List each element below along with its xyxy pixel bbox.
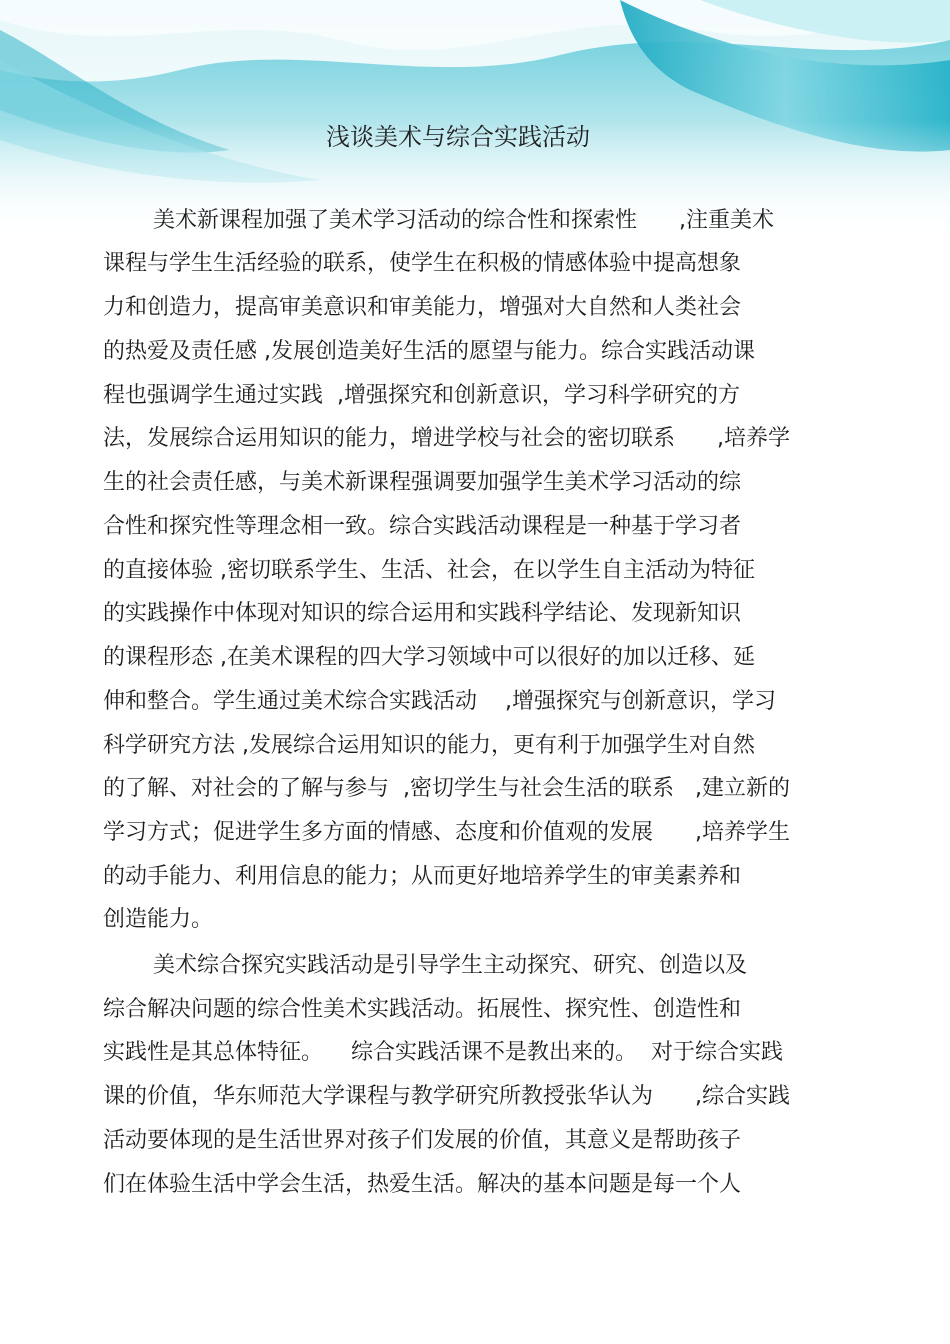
paragraph-line: 伸和整合。学生通过美术综合实践活动 ,增强探究与创新意识，学习 bbox=[103, 689, 776, 714]
paragraph-line: 法，发展综合运用知识的能力，增进学校与社会的密切联系 ,培养学 bbox=[103, 426, 790, 451]
paragraph-line: 课程与学生生活经验的联系，使学生在积极的情感体验中提高想象 bbox=[103, 251, 742, 276]
paragraph-line: 美术新课程加强了美术学习活动的综合性和探索性 ,注重美术 bbox=[153, 208, 774, 233]
paragraph-line: 实践性是其总体特征。 综合实践活课不是教出来的。 对于综合实践 bbox=[103, 1040, 783, 1065]
paragraph-line: 力和创造力，提高审美意识和审美能力，增强对大自然和人类社会 bbox=[103, 295, 742, 320]
paragraph-line: 合性和探究性等理念相一致。综合实践活动课程是一种基于学习者 bbox=[103, 514, 742, 539]
paragraph-line: 学习方式；促进学生多方面的情感、态度和价值观的发展 ,培养学生 bbox=[103, 820, 790, 845]
paragraph-line: 课的价值，华东师范大学课程与教学研究所教授张华认为 ,综合实践 bbox=[103, 1084, 790, 1109]
paragraph-line: 的动手能力、利用信息的能力；从而更好地培养学生的审美素养和 bbox=[103, 864, 742, 889]
paragraph-line: 创造能力。 bbox=[103, 907, 214, 932]
paragraph-line: 的课程形态 ,在美术课程的四大学习领域中可以很好的加以迁移、延 bbox=[103, 645, 755, 670]
paragraph-line: 活动要体现的是生活世界对孩子们发展的价值，其意义是帮助孩子 bbox=[103, 1128, 742, 1153]
paragraph-line: 美术综合探究实践活动是引导学生主动探究、研究、创造以及 bbox=[153, 953, 748, 978]
paragraph-line: 综合解决问题的综合性美术实践活动。拓展性、探究性、创造性和 bbox=[103, 997, 742, 1022]
document-title: 浅谈美术与综合实践活动 bbox=[326, 123, 590, 151]
paragraph-line: 科学研究方法 ,发展综合运用知识的能力，更有利于加强学生对自然 bbox=[103, 733, 755, 758]
paragraph-line: 的热爱及责任感 ,发展创造美好生活的愿望与能力。综合实践活动课 bbox=[103, 339, 755, 364]
paragraph-line: 的直接体验 ,密切联系学生、生活、社会，在以学生自主活动为特征 bbox=[103, 558, 755, 583]
paragraph-line: 程也强调学生通过实践 ,增强探究和创新意识，学习科学研究的方 bbox=[103, 383, 740, 408]
paragraph-line: 的了解、对社会的了解与参与 ,密切学生与社会生活的联系 ,建立新的 bbox=[103, 776, 790, 801]
paragraph-line: 生的社会责任感，与美术新课程强调要加强学生美术学习活动的综 bbox=[103, 470, 742, 495]
paragraph-line: 们在体验生活中学会生活，热爱生活。解决的基本问题是每一个人 bbox=[103, 1172, 742, 1197]
paragraph-line: 的实践操作中体现对知识的综合运用和实践科学结论、发现新知识 bbox=[103, 601, 742, 626]
